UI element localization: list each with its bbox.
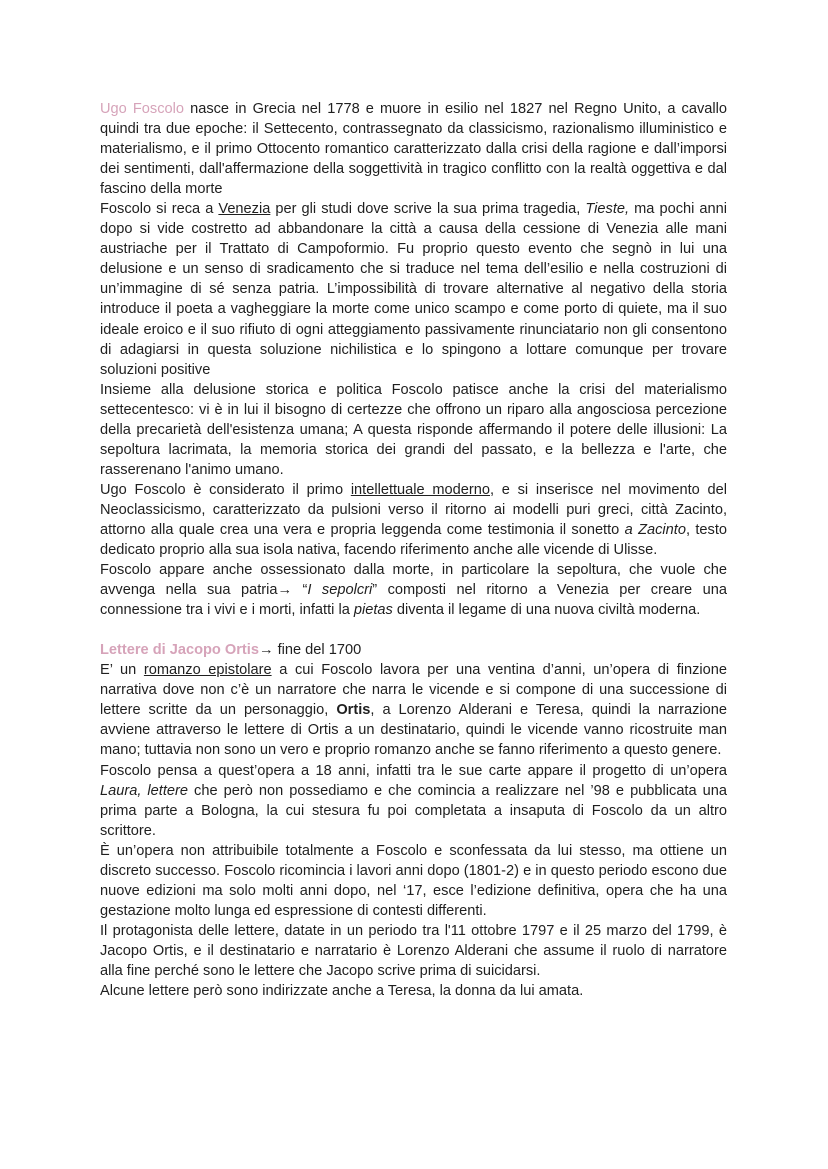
text-span: a cui Foscolo lavora per una ventina d’anni, un’opera di finzione narrativa dove non c’è un narratore che narra le vicende e si compone di una successione di lettere scritte da un personaggio, xyxy=(100,662,727,719)
text-span: Foscolo appare anche ossessionato dalla morte, in particolare la sepoltura, che vuole che avvenga nella sua patria→ “ xyxy=(100,562,727,599)
paragraph-sepolcri xyxy=(100,560,727,620)
term-ortis: Ortis xyxy=(336,702,371,719)
text-span: Foscolo si reca a xyxy=(100,201,219,218)
text-span: , e si inserisce nel movimento del Neoclassicismo, caratterizzato da pulsioni verso il ritorno ai modelli puri greci, città Zacinto, attorno alla quale crea una vera e propria leggenda come testimonia il sonetto xyxy=(100,481,727,538)
title-laura-lettere: Laura, lettere xyxy=(100,782,188,799)
section-title: Lettere di Jacopo Ortis xyxy=(100,642,259,659)
link-intellettuale-moderno: intellettuale moderno xyxy=(350,481,490,498)
term-pietas: pietas xyxy=(353,602,393,619)
author-name: Ugo Foscolo xyxy=(100,101,184,117)
text-span: ” composti nel ritorno a Venezia per creare una connessione tra i vivi e i morti, infatti la xyxy=(100,582,727,619)
paragraph-edizioni: È un’opera non attribuibile totalmente a Foscolo e sconfessata da lui stesso, ma ottiene un discreto successo. Foscolo ricomincia i lavori anni dopo (1801-2) e in questo periodo escono due nuove edizioni ma solo molti anni dopo, nel ‘17, esce l’edizione definitiva, opera che ha una gestazione molto lunga ed espressione di contesti differenti. xyxy=(100,842,727,919)
intro-text: nasce in Grecia nel 1778 e muore in esilio nel 1827 nel Regno Unito, a cavallo quindi tra due epoche: il Settecento, contrassegnato da classicismo, razionalismo illuministico e materialismo, e il primo Ottocento romantico caratterizzato dalla crisi della ragione e dall’imporsi dei sentimenti, dall'affermazione della soggettività in tragico conflitto con la realtà oggettiva e dal fascino della morte xyxy=(100,101,727,198)
paragraph-neoclassicismo xyxy=(100,480,727,560)
text-span: ma pochi anni dopo si vide costretto ad abbandonare la città a causa della cessione di Venezia alle mani austriache per il Trattato di Campoformio. Fu proprio questo evento che segnò in lui una delusione e un senso di sradicamento che si traduce nel tema dell’esilio e nella costruzioni di un’immagine di sé senza patria. L’impossibilità di trovare alternative al negativo della storia introduce il poeta a vagheggiare la morte come unico scampo e come porto di quiete, ma il suo ideale eroico e il suo rifiuto di ogni atteggiamento passivamente rinunciatario non gli consentono di adagiarsi in questa soluzione nichilistica e lo spingono a lottare comunque per trovare soluzioni positive xyxy=(100,201,727,378)
section-gap xyxy=(100,620,727,640)
text-span: che però non possediamo e che comincia a realizzare nel ’98 e pubblicata una prima parte a Bologna, la cui stesura fu poi completata a insaputa di Foscolo da un altro scrittore. xyxy=(100,782,727,839)
text-span: E’ un xyxy=(100,662,144,679)
paragraph-illusioni: Insieme alla delusione storica e politica Foscolo patisce anche la crisi del materialismo settecentesco: vi è in lui il bisogno di certezze che offrono un riparo alla angosciosa percezione della precarietà dell'esistenza umana; A questa risponde affermando il potere delle illusioni: La sepoltura lacrimata, la memoria storica dei grandi del passato, e la bellezza e l'arte, che rasserenano l'animo umano. xyxy=(100,381,727,478)
paragraph-laura xyxy=(100,761,727,841)
title-i-sepolcri: I sepolcri xyxy=(307,582,373,599)
paragraph-venezia xyxy=(100,199,727,379)
link-venezia: Venezia xyxy=(218,201,271,218)
document-body xyxy=(100,99,727,1001)
title-a-zacinto: a Zacinto xyxy=(624,521,686,538)
paragraph-romanzo xyxy=(100,660,727,760)
text-span: Ugo Foscolo è considerato il primo xyxy=(100,481,351,498)
paragraph-intro xyxy=(100,99,727,199)
text-span: diventa il legame di una nuova civiltà moderna. xyxy=(392,602,701,619)
section-subtitle: → fine del 1700 xyxy=(258,642,362,659)
text-span: , testo dedicato proprio alla sua isola nativa, facendo riferimento anche alle vicende di Ulisse. xyxy=(100,521,728,559)
title-tieste: Tieste, xyxy=(585,201,630,218)
text-span: Foscolo pensa a quest’opera a 18 anni, infatti tra le sue carte appare il progetto di un’opera xyxy=(100,762,727,779)
link-romanzo-epistolare: romanzo epistolare xyxy=(143,662,272,679)
text-span: per gli studi dove scrive la sua prima tragedia, xyxy=(270,201,586,218)
text-span: , a Lorenzo Alderani e Teresa, quindi la narrazione avviene attraverso le lettere di Ortis a un destinatario, quindi le vicende vanno ricostruite man mano; tuttavia non sono un vero e proprio romanzo anche se fanno riferimento a questo genere. xyxy=(100,702,727,759)
section-heading xyxy=(100,640,727,660)
paragraph-teresa: Alcune lettere però sono indirizzate anche a Teresa, la donna da lui amata. xyxy=(100,983,584,1000)
paragraph-protagonista: Il protagonista delle lettere, datate in un periodo tra l'11 ottobre 1797 e il 25 marzo del 1799, è Jacopo Ortis, e il destinatario e narratario è Lorenzo Alderani che assume il ruolo di narratore alla fine perché sono le lettere che Jacopo scrive prima di suicidarsi. xyxy=(100,922,727,979)
